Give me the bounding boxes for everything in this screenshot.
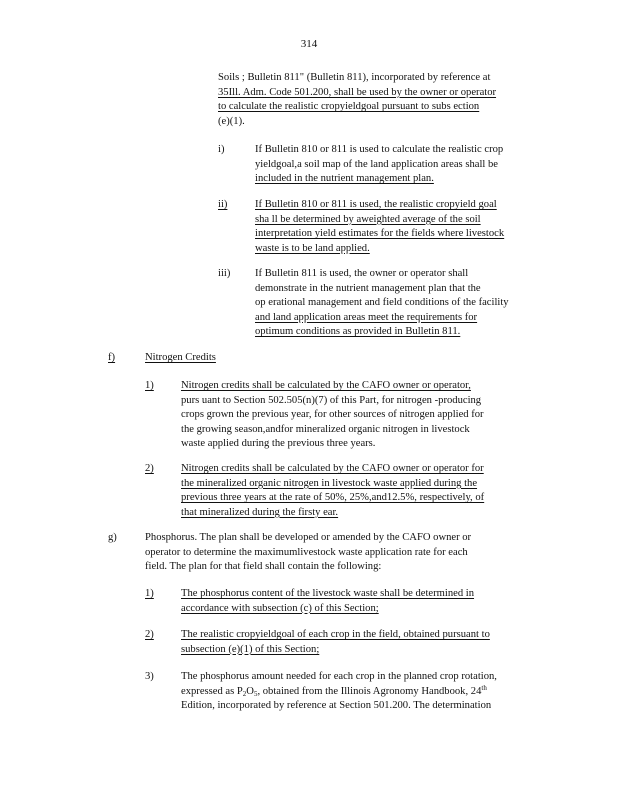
item-label: ii) — [218, 199, 228, 210]
text-fragment: expressed as P — [181, 685, 243, 697]
item-label: 2) — [145, 463, 154, 474]
text-line: The realistic cropyieldgoal of each crop in the field, obtained pursuant to — [181, 629, 490, 640]
text-line: purs uant to Section 502.505(n)(7) of this Part, for nitrogen -producing — [181, 394, 482, 406]
text-line: demonstrate in the nutrient management plan that the — [255, 282, 481, 294]
text-fragment: , obtained from the Illinois Agronomy Handbook, 24 — [257, 685, 482, 697]
text-line: If Bulletin 811 is used, the owner or operator shall — [255, 268, 469, 279]
section-label: f) — [108, 352, 116, 363]
subscript: 5 — [253, 689, 258, 698]
item-text — [255, 198, 535, 256]
text-line: If Bulletin 810 or 811 is used to calculate the realistic crop — [255, 144, 504, 155]
text-line: the mineralized organic nitrogen in livestock waste applied during the — [181, 477, 478, 489]
item-text — [181, 379, 531, 452]
section-heading: Nitrogen Credits — [145, 352, 216, 363]
text-line: The phosphorus amount needed for each crop in the planned crop rotation, — [181, 671, 497, 682]
text-line: Edition, incorporated by reference at Section 501.200. The determination — [181, 700, 492, 711]
item-label: 3) — [145, 671, 154, 682]
item-text — [181, 670, 536, 714]
intro-line: (e)(1). — [218, 115, 245, 127]
text-line: subsection (e)(1) of this Section; — [181, 643, 320, 655]
item-text — [255, 143, 535, 187]
text-line: included in the nutrient management plan. — [255, 173, 434, 184]
intro-paragraph — [218, 71, 533, 129]
section-paragraph — [145, 531, 530, 575]
text-line: The phosphorus content of the livestock waste shall be determined in — [181, 588, 475, 599]
item-label: 1) — [145, 588, 154, 599]
text-fragment: O — [246, 685, 254, 697]
item-label: i) — [218, 144, 225, 155]
intro-line: Soils ; Bulletin 811" (Bulletin 811), incorporated by reference at — [218, 72, 491, 83]
text-line: operator to determine the maximumlivestock waste application rate for each — [145, 546, 468, 558]
text-line — [181, 685, 536, 700]
item-text — [181, 628, 536, 657]
text-line: sha ll be determined by aweighted average of the soil — [255, 213, 481, 225]
text-line: and land application areas meet the requirements for — [255, 311, 478, 323]
text-line: Nitrogen credits shall be calculated by the CAFO owner or operator, — [181, 380, 471, 391]
page-number: 314 — [300, 38, 318, 50]
text-line: Nitrogen credits shall be calculated by the CAFO owner or operator for — [181, 463, 484, 474]
text-line: optimum conditions as provided in Bulletin 811. — [255, 326, 461, 337]
intro-line: 35Ill. Adm. Code 501.200, shall be used by the owner or operator — [218, 86, 497, 98]
subscript: 2 — [242, 689, 247, 698]
intro-line: to calculate the realistic cropyieldgoal pursuant to subs ection — [218, 101, 480, 112]
item-text — [181, 462, 531, 520]
text-line: field. The plan for that field shall contain the following: — [145, 561, 382, 572]
superscript: th — [481, 683, 487, 692]
item-label: 1) — [145, 380, 154, 391]
text-line: If Bulletin 810 or 811 is used, the realistic cropyield goal — [255, 199, 497, 210]
text-line: op erational management and field conditions of the facility — [255, 297, 509, 308]
item-label: 2) — [145, 629, 154, 640]
text-line: waste applied during the previous three years. — [181, 438, 376, 449]
item-label: iii) — [218, 268, 231, 279]
text-line: the growing season,andfor mineralized organic nitrogen in livestock — [181, 423, 470, 435]
text-line: crops grown the previous year, for other sources of nitrogen applied for — [181, 409, 484, 420]
text-line: previous three years at the rate of 50%, 25%,and12.5%, respectively, of — [181, 492, 485, 503]
section-label: g) — [108, 532, 117, 543]
item-text — [181, 587, 531, 616]
text-line: Phosphorus. The plan shall be developed or amended by the CAFO owner or — [145, 532, 472, 543]
text-line: yieldgoal,a soil map of the land application areas shall be — [255, 158, 498, 170]
text-line: waste is to be land applied. — [255, 242, 370, 254]
text-line: that mineralized during the firsty ear. — [181, 506, 339, 518]
text-line: accordance with subsection (c) of this Section; — [181, 602, 379, 614]
text-line: interpretation yield estimates for the fields where livestock — [255, 228, 505, 239]
item-text — [255, 267, 535, 340]
